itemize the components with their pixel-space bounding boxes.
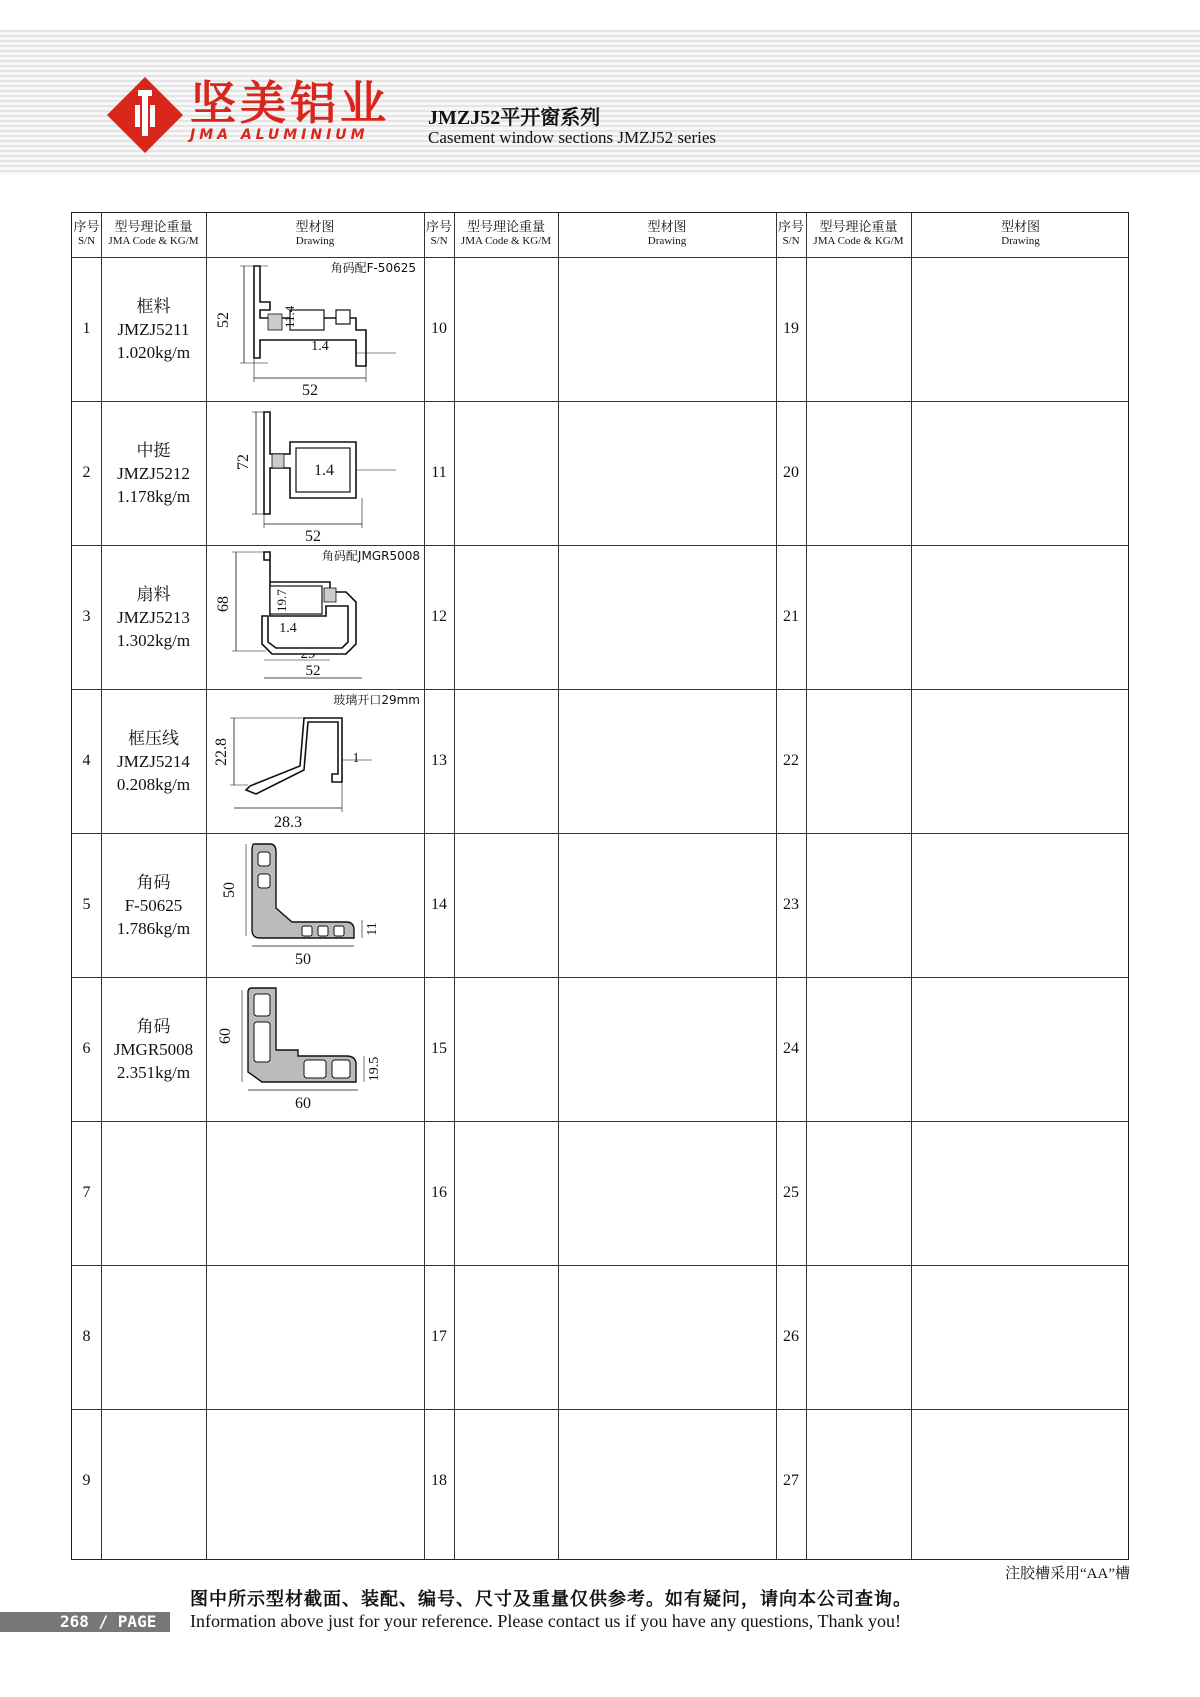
header-drawing-cn: 型材图 <box>647 219 687 234</box>
header-sn <box>72 213 101 257</box>
header-drawing-en: Drawing <box>1001 235 1040 247</box>
dim-height: 68 <box>215 596 232 612</box>
dim-width: 52 <box>305 528 321 545</box>
profile-name: 框压线 <box>128 729 179 748</box>
profile-code: JMZJ5211 <box>117 320 190 339</box>
dim-height: 50 <box>221 882 238 898</box>
row-sn: 15 <box>431 1040 447 1057</box>
row-sn: 5 <box>82 896 91 913</box>
profile-info <box>101 295 206 364</box>
grid-line <box>806 213 807 1559</box>
grid-line <box>424 213 425 1559</box>
dim-width: 52 <box>305 663 321 679</box>
profile-drawing-glazing-bead <box>206 690 424 833</box>
row-sn: 6 <box>82 1040 91 1057</box>
grid-line <box>72 1265 1128 1266</box>
header-sn-cn: 序号 <box>73 219 100 234</box>
profile-weight: 2.351kg/m <box>116 1063 191 1082</box>
header-sn-en: S/N <box>430 235 448 247</box>
grid-line <box>911 213 912 1559</box>
page-number: 268 / PAGE <box>60 1612 157 1631</box>
row-sn: 26 <box>783 1328 799 1345</box>
series-title-en: Casement window sections JMZJ52 series <box>428 128 717 147</box>
row-sn: 9 <box>82 1472 91 1489</box>
header-drawing-cn: 型材图 <box>1000 219 1040 234</box>
row-sn: 11 <box>431 464 447 481</box>
row-sn: 21 <box>783 608 799 625</box>
glue-slot-note: 注胶槽采用“AA”槽 <box>1005 1566 1130 1582</box>
dim-width: 52 <box>302 382 318 399</box>
row-sn: 13 <box>431 752 447 769</box>
row-sn: 24 <box>783 1040 799 1057</box>
row-sn: 2 <box>82 464 91 481</box>
series-title-cn: JMZJ52平开窗系列 <box>428 107 601 129</box>
header-sn-en: S/N <box>77 235 96 247</box>
footer-disclaimer-cn: 图中所示型材截面、装配、编号、尺寸及重量仅供参考。如有疑问，请向本公司查询。 <box>190 1589 912 1610</box>
profile-code: JMGR5008 <box>113 1040 194 1059</box>
profile-info <box>101 1015 206 1084</box>
row-sn: 4 <box>82 752 91 769</box>
drawing-note: 角码配F-50625 <box>330 261 416 275</box>
profile-name: 扇料 <box>136 585 171 604</box>
header-code-cn: 型号理论重量 <box>466 219 545 234</box>
grid-line <box>72 1409 1128 1410</box>
profile-weight: 0.208kg/m <box>116 775 191 794</box>
dim-height: 52 <box>215 312 232 328</box>
row-sn: 19 <box>783 320 799 337</box>
row-sn: 22 <box>783 752 799 769</box>
header-code-cn: 型号理论重量 <box>819 219 898 234</box>
header-drawing-en: Drawing <box>647 235 687 247</box>
header-drawing <box>558 213 776 257</box>
profile-drawing-corner-f50625 <box>206 834 424 977</box>
profile-table <box>71 212 1129 1560</box>
profile-info <box>101 871 206 940</box>
row-sn: 20 <box>783 464 799 481</box>
profile-code: JMZJ5213 <box>117 608 190 627</box>
dim-thickness: 11 <box>365 922 380 936</box>
profile-drawing-sash <box>206 546 424 689</box>
row-sn: 10 <box>431 320 447 337</box>
header-code-en: JMA Code & KG/M <box>813 235 904 247</box>
header-code <box>101 213 206 257</box>
header-drawing-en: Drawing <box>295 235 335 247</box>
profile-weight: 1.786kg/m <box>116 919 191 938</box>
row-sn: 12 <box>431 608 447 625</box>
header-code <box>806 213 911 257</box>
dim-width: 60 <box>295 1095 311 1112</box>
row-sn: 8 <box>82 1328 91 1345</box>
profile-info <box>101 439 206 508</box>
grid-line <box>72 1121 1128 1122</box>
dim-inner: 11.4 <box>282 305 297 328</box>
drawing-note: 玻璃开口29mm <box>333 693 420 707</box>
row-sn: 17 <box>431 1328 447 1345</box>
header-drawing <box>911 213 1130 257</box>
profile-weight: 1.178kg/m <box>116 487 191 506</box>
header-code-cn: 型号理论重量 <box>114 219 193 234</box>
profile-info <box>101 583 206 652</box>
header-code-en: JMA Code & KG/M <box>460 235 552 247</box>
profile-weight: 1.302kg/m <box>116 631 191 650</box>
profile-weight: 1.020kg/m <box>116 343 191 362</box>
header-code-en: JMA Code & KG/M <box>108 235 199 247</box>
profile-info <box>101 727 206 796</box>
profile-drawing-mullion <box>206 402 424 545</box>
dim-height: 60 <box>217 1028 234 1044</box>
brand-name-en: JMA ALUMINIUM <box>190 127 369 143</box>
jma-logo-icon <box>105 75 185 160</box>
dim-height: 72 <box>235 454 252 470</box>
dim-inner: 19.7 <box>274 589 289 612</box>
grid-line <box>558 213 559 1559</box>
header-sn <box>776 213 806 257</box>
header-sn <box>424 213 454 257</box>
profile-drawing-frame <box>206 258 424 401</box>
row-sn: 1 <box>82 320 91 337</box>
dim-wall: 1.4 <box>311 339 329 354</box>
row-sn: 25 <box>783 1184 799 1201</box>
row-sn: 27 <box>783 1472 799 1489</box>
profile-name: 框料 <box>136 297 171 316</box>
header-code <box>454 213 558 257</box>
header-sn-cn: 序号 <box>425 219 452 234</box>
footer-disclaimer-en: Information above just for your reference. Please contact us if you have any questions, Thank you! <box>190 1611 901 1631</box>
dim-wall: 1.4 <box>279 621 297 636</box>
profile-name: 角码 <box>136 873 171 892</box>
header-drawing-cn: 型材图 <box>295 219 335 234</box>
row-sn: 23 <box>783 896 799 913</box>
row-sn: 16 <box>431 1184 447 1201</box>
dim-width: 50 <box>295 951 311 968</box>
dim-wall: 1 <box>352 751 360 766</box>
row-sn: 3 <box>82 608 91 625</box>
row-sn: 14 <box>431 896 447 913</box>
header-drawing <box>206 213 424 257</box>
dim-thickness: 19.5 <box>367 1056 382 1082</box>
grid-line <box>454 213 455 1559</box>
dim-wall: 1.4 <box>314 462 334 479</box>
drawing-note: 角码配JMGR5008 <box>321 549 420 563</box>
header-sn-en: S/N <box>782 235 800 247</box>
profile-name: 角码 <box>136 1017 171 1036</box>
dim-width: 28.3 <box>274 814 302 831</box>
brand-name-cn: 坚美铝业 <box>190 76 390 130</box>
row-sn: 7 <box>82 1184 91 1201</box>
profile-name: 中挺 <box>136 441 171 460</box>
profile-code: JMZJ5212 <box>117 464 190 483</box>
dim-height: 22.8 <box>213 738 230 766</box>
grid-line <box>776 213 777 1559</box>
row-sn: 18 <box>431 1472 447 1489</box>
profile-drawing-corner-jmgr5008 <box>206 978 424 1121</box>
profile-code: JMZJ5214 <box>117 752 190 771</box>
profile-code: F-50625 <box>124 896 183 915</box>
header-sn-cn: 序号 <box>777 219 804 234</box>
